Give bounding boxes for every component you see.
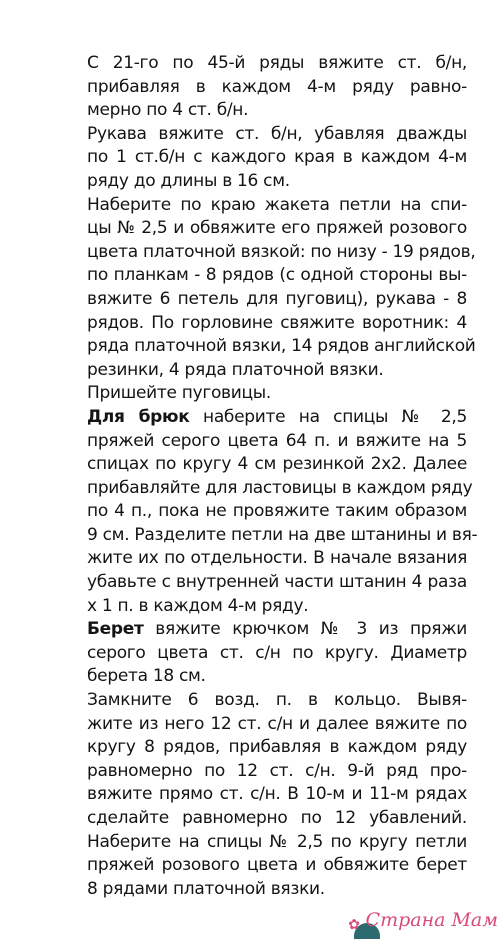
text-line: Рукава вяжите ст. б/н, убавляя дважды <box>87 123 467 144</box>
instructions-text <box>87 52 478 901</box>
text-line-rest: наберите на спицы № 2,5 <box>203 406 467 427</box>
text-line: жите из него 12 ст. с/н и далее вяжите по <box>87 713 467 734</box>
text-line: прибавляйте для ластовицы в каждом ряду <box>87 477 473 498</box>
text-line: убавьте с внутренней части штанин 4 раза <box>87 572 467 593</box>
text-line: 9 см. Разделите петли на две штанины и вя- <box>87 524 478 545</box>
text-line-rest: вяжите крючком № 3 из пряжи <box>155 619 467 640</box>
text-line: Наберите на спицы № 2,5 по кругу петли <box>87 831 467 852</box>
text-line: по планкам - 8 рядов (с одной стороны вы- <box>87 265 467 286</box>
text-line: резинки, 4 ряда платочной вязки. <box>87 359 384 380</box>
text-line: прибавляя в каждом 4-м ряду равно- <box>87 76 467 97</box>
text-line: вяжите прямо ст. с/н. В 10-м и 11-м рядах <box>87 784 467 805</box>
text-line: кругу 8 рядов, прибавляя в каждом ряду <box>87 737 467 758</box>
text-line <box>87 618 467 642</box>
text-line: 8 рядами платочной вязки. <box>87 878 325 899</box>
text-line: мерно по 4 ст. б/н. <box>87 100 249 121</box>
section-lead-beret: Берет <box>87 619 144 640</box>
text-line: рядов. По горловине свяжите воротник: 4 <box>87 312 467 333</box>
site-logo: Страна Мам <box>365 909 498 931</box>
text-line: пряжей серого цвета 64 п. и вяжите на 5 <box>87 430 467 451</box>
section-lead-pants: Для брюк <box>87 406 190 427</box>
text-line: серого цвета ст. с/н по кругу. Диаметр <box>87 642 467 663</box>
text-line: С 21-го по 45-й ряды вяжите ст. б/н, <box>87 53 467 73</box>
text-line: ряда платочной вязки, 14 рядов английской <box>87 336 476 357</box>
text-line: х 1 п. в каждом 4-м ряду. <box>87 595 309 616</box>
text-line: вяжите 6 петель для пуговиц), рукава - 8 <box>87 288 467 309</box>
flower-icon: ✿ <box>348 917 360 933</box>
text-line: Наберите по краю жакета петли на спи- <box>87 194 467 215</box>
text-line: цвета платочной вязкой: по низу - 19 рядов, <box>87 241 476 262</box>
text-line: спицах по кругу 4 см резинкой 2х2. Далее <box>87 454 467 475</box>
text-line: жите их по отдельности. В начале вязания <box>87 548 467 569</box>
text-line: по 4 п., пока не провяжите таким образом <box>87 501 467 522</box>
text-line: цы № 2,5 и обвяжите его пряжей розового <box>87 218 467 239</box>
text-line: берета 18 см. <box>87 666 206 687</box>
text-line: пряжей розового цвета и обвяжите берет <box>87 855 467 876</box>
text-line: сделайте равномерно по 12 убавлений. <box>87 808 467 828</box>
text-line: Пришейте пуговицы. <box>87 383 272 404</box>
text-line: равномерно по 12 ст. с/н. 9-й ряд про- <box>87 760 467 781</box>
text-line: Замкните 6 возд. п. в кольцо. Вывя- <box>87 690 467 711</box>
text-line: ряду до длины в 16 см. <box>87 170 290 191</box>
text-line <box>87 406 467 430</box>
text-line: по 1 ст.б/н с каждого края в каждом 4-м <box>87 147 467 168</box>
